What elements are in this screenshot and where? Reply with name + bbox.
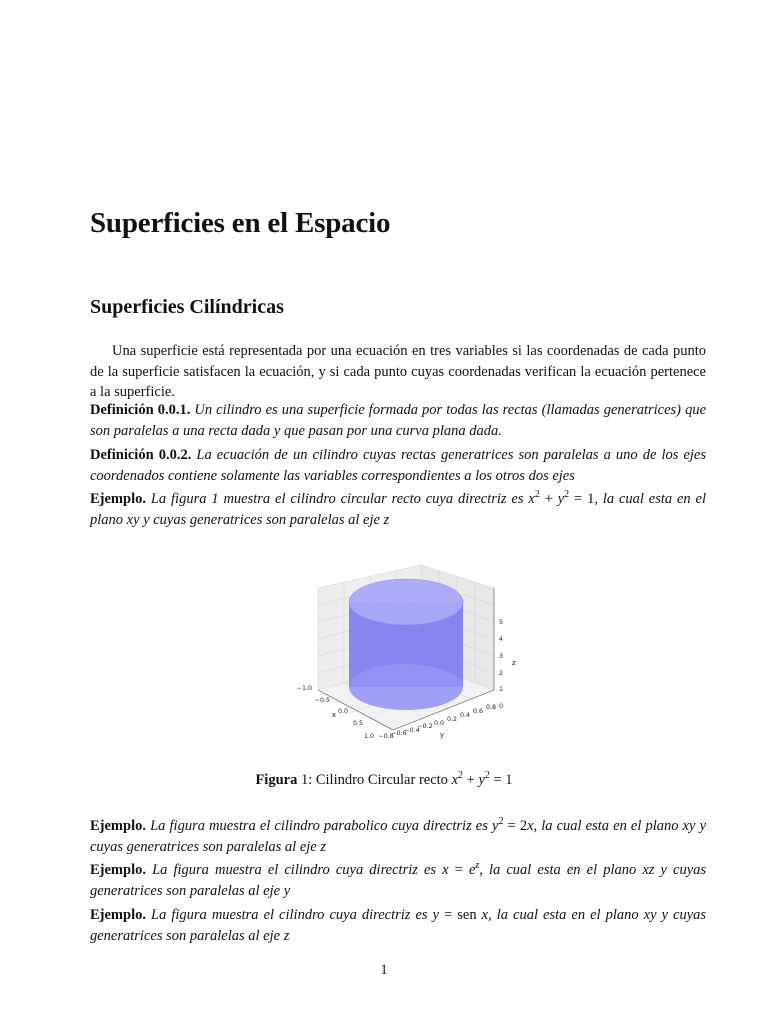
definition-1-label: Definición 0.0.1. — [90, 402, 191, 418]
example-2-text-c: y cuyas generatrices son paralelas al eje — [90, 818, 707, 855]
example-4-text-b: , la cual esta en el plano — [488, 907, 639, 923]
example-2-text-a: La figura muestra el cilindro parabolico cuya directriz es — [150, 818, 488, 834]
y-tick-1: −0.6 — [391, 730, 407, 737]
example-4-plane: xy — [643, 907, 657, 923]
section-heading: Superficies Cilíndricas — [90, 296, 284, 318]
example-2-equation: $y^2 = 2x$ — [492, 816, 534, 834]
example-4-text-a: La figura muestra el cilindro cuya directriz es — [151, 907, 428, 923]
definition-1 — [90, 400, 706, 441]
example-1-text-a: La figura 1 muestra el cilindro circular recto cuya directriz es — [150, 491, 524, 507]
y-tick-3: −0.2 — [417, 723, 433, 730]
figure-caption-label: Figura — [255, 772, 298, 788]
example-1-equation: $x^2 + y^2 = 1$ — [528, 489, 595, 507]
example-3-label: Ejemplo. — [90, 862, 146, 878]
y-tick-8: 0.8 — [485, 704, 497, 711]
cylinder-top — [349, 579, 463, 625]
y-axis-label: y — [439, 731, 445, 739]
x-tick-3: 0.5 — [352, 720, 363, 727]
example-4-label: Ejemplo. — [90, 907, 146, 923]
definition-2-text: La ecuación de un cilindro cuyas rectas generatrices son paralelas a uno de los ejes coordenados contiene solamente las variables correspondientes a los otros dos ejes — [90, 447, 706, 484]
example-4-text-c: y cuyas generatrices son paralelas al eje — [90, 907, 707, 944]
y-tick-7: 0.6 — [472, 708, 484, 715]
y-tick-2: −0.4 — [404, 727, 420, 734]
x-tick-4: 1.0 — [363, 733, 374, 740]
example-3-plane: xz — [642, 862, 655, 878]
example-1 — [90, 489, 706, 530]
z-tick-2: 2 — [499, 670, 504, 677]
example-3-text-c: y cuyas generatrices son paralelas al eje — [90, 862, 707, 899]
document-title: Superficies en el Espacio — [90, 207, 391, 239]
example-1-text-b: , la cual esta en el plano — [90, 491, 707, 528]
z-tick-3: 3 — [499, 653, 504, 660]
example-2-plane: xy — [682, 818, 696, 834]
definition-2 — [90, 445, 706, 486]
intro-paragraph: Una superficie está representada por una ecuación en tres variables si las coordenadas de cada punto de la superficie satisfacen la ecuación, y si cada punto cuyas coordenadas verifican la ecuación pertenece a la superficie. — [90, 343, 706, 400]
y-tick-0: −0.8 — [378, 733, 394, 740]
example-2 — [90, 816, 706, 857]
z-tick-4: 4 — [499, 636, 504, 643]
example-2-axis: z — [320, 838, 326, 855]
x-tick-0: −1.0 — [296, 685, 312, 692]
example-3-equation: $x = e^z$ — [442, 860, 480, 878]
example-2-text-b: , la cual esta en el plano — [533, 818, 679, 834]
definition-2-label: Definición 0.0.2. — [90, 447, 192, 463]
example-1-text-c: y cuyas generatrices son paralelas al eje — [143, 511, 380, 528]
x-axis-label: x — [331, 711, 337, 719]
z-axis-label: z — [512, 659, 516, 667]
page-number: 1 — [380, 962, 388, 978]
y-tick-4: 0.0 — [433, 720, 445, 727]
figure-caption-text: : Cilindro Circular recto — [308, 772, 448, 788]
definition-1-text: Un cilindro es una superficie formada por todas las rectas (llamadas generatrices) que son paralelas a una recta dada y que pasan por una curva plana dada. — [90, 402, 707, 439]
example-4 — [90, 905, 706, 946]
example-3-axis: y — [283, 882, 291, 899]
y-tick-6: 0.4 — [459, 712, 471, 719]
example-3 — [90, 860, 706, 901]
z-tick-0: 0 — [499, 703, 504, 710]
z-tick-1: 1 — [499, 686, 504, 693]
x-tick-1: −0.5 — [314, 697, 330, 704]
figure-caption — [0, 772, 768, 789]
x-tick-2: 0.0 — [337, 708, 348, 715]
cylinder-surface — [349, 579, 463, 710]
cylinder-3d-plot — [256, 540, 546, 755]
example-1-axis: z — [383, 511, 390, 528]
example-4-axis: z — [283, 927, 290, 944]
z-tick-5: 5 — [499, 619, 504, 626]
example-2-label: Ejemplo. — [90, 818, 146, 834]
example-1-plane: xy — [126, 511, 140, 528]
y-tick-5: 0.2 — [446, 716, 458, 723]
figure-caption-number: 1 — [300, 772, 309, 788]
cylinder-bottom-front — [349, 664, 463, 710]
example-3-text-a: La figura muestra el cilindro cuya directriz es — [152, 862, 437, 878]
example-1-label: Ejemplo. — [90, 491, 146, 507]
figure-caption-equation: $x^2 + y^2 = 1$ — [451, 770, 513, 788]
example-4-equation: y = sen x — [432, 907, 489, 923]
example-3-text-b: , la cual esta en el plano — [479, 862, 637, 878]
